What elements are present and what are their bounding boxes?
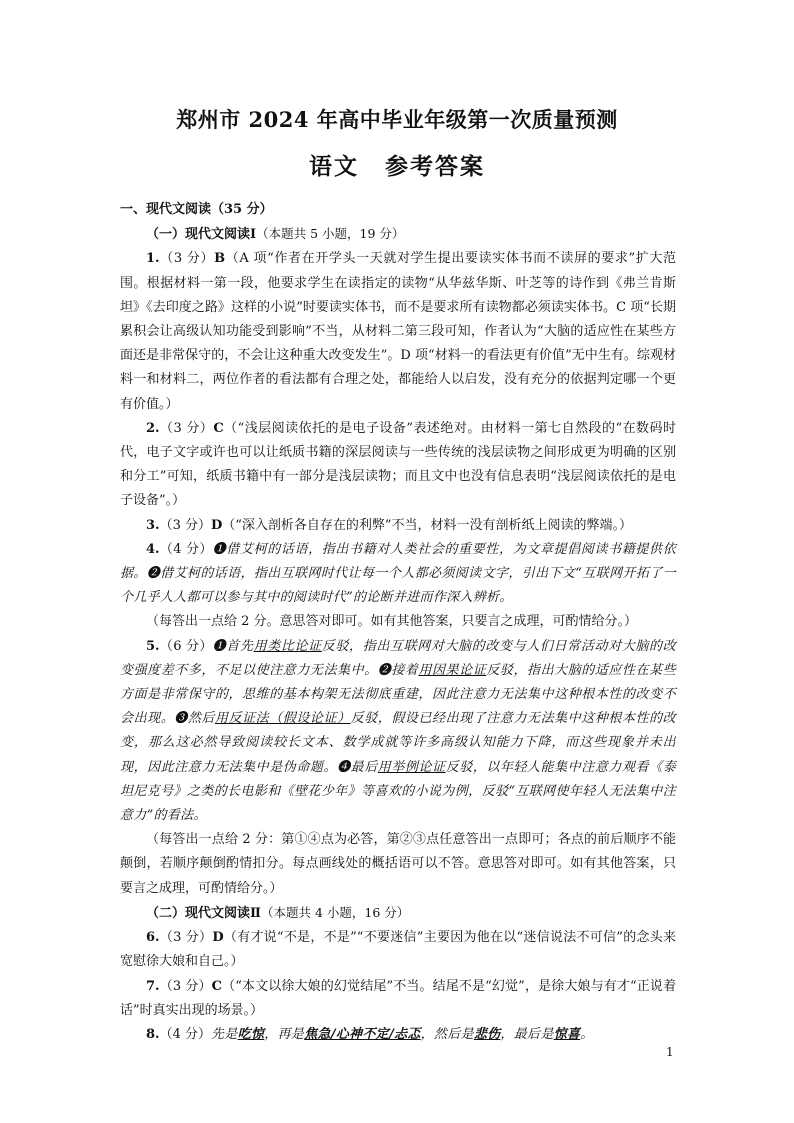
question-answer: D (212, 930, 224, 946)
q8-emotion-3: 悲伤 (473, 1026, 501, 1042)
question-score: （3 分） (159, 930, 213, 946)
subsection-label: （一）现代文阅读Ⅰ (146, 227, 257, 243)
grading-note-q4: （每答出一点给 2 分。意思答对即可。如有其他答案，只要言之成理，可酌情给分。） (146, 614, 638, 630)
q5-text-1: ❶首先 (212, 638, 254, 654)
question-number: 7. (146, 978, 160, 994)
answer-q1 (120, 247, 676, 416)
q8-text-3: ，然后是 (420, 1026, 474, 1042)
answer-q8 (120, 1023, 676, 1047)
answer-q4 (120, 538, 676, 611)
subtitle-answer: 参考答案 (385, 153, 485, 180)
subsection-note: （本题共 4 小题，16 分） (260, 904, 410, 920)
q8-emotion-2: 焦急/心神不定/忐忑 (304, 1026, 421, 1042)
page-subtitle (0, 148, 794, 181)
subsection-heading-1 (120, 222, 676, 247)
question-explanation: （有才说“不是，不是”“不要迷信”主要因为他在以“迷信说法不可信”的念头来宽慰徐大娘和自己。） (120, 930, 676, 970)
question-score: （6 分） (159, 638, 213, 654)
question-number: 1. (146, 251, 160, 267)
question-number: 6. (146, 930, 160, 946)
subtitle-subject: 语文 (309, 153, 359, 180)
answer-q5 (120, 635, 676, 829)
question-explanation: （A 项“作者在开学头一天就对学生提出要读实体书而不读屏的要求”扩大范围。根据材料一第一段，他要求学生在读指定的读物“从华兹华斯、叶芝等的诗作到《弗兰肯斯坦》《去印度之路》这样的小说”时要读实体书，而不是要求所有读物都必须读实体书。C 项“长期累积会让高级认知功能受到影响”不当，从材料二第三段可知，作者认为“大脑的适应性在某些方面还是非常保守的，不会让这种重大改变发生”。D 项“材料一的看法更有价值”无中生有。综观材料一和材料二，两位作者的看法都有合理之处，都能给人以启发，没有充分的依据判定哪一个更有价值。） (120, 251, 676, 412)
q5-method-3: 用反证法（假设论证） (214, 711, 351, 727)
question-score: （3 分） (159, 251, 215, 267)
question-number: 8. (146, 1026, 160, 1042)
question-score: （4 分） (159, 1026, 211, 1042)
answer-body (120, 198, 676, 1047)
page-title: 郑州市 2024 年高中毕业年级第一次质量预测 (176, 107, 618, 132)
question-score: （3 分） (159, 517, 211, 533)
q8-text-4: ，最后是 (500, 1026, 554, 1042)
question-answer: D (210, 517, 223, 533)
question-answer: C (213, 420, 224, 436)
question-answer: C (211, 978, 222, 994)
question-explanation: （“深入剖析各自存在的利弊”不当，材料一没有剖析纸上阅读的弊端。） (222, 517, 633, 533)
q5-text-4: 反驳，假设已经出现了注意力无法集中这种根本性的改变，那么这必然导致阅读较长文本、数学成就等许多高级认知能力下降，而这些现象并未出现，因此注意力无法集中是伪命题。❹最后 (120, 711, 676, 775)
question-score: （3 分） (159, 420, 214, 436)
q8-emotion-1: 吃惊 (237, 1026, 265, 1042)
section-heading: 一、现代文阅读（35 分） (120, 202, 273, 217)
question-number: 2. (146, 420, 160, 436)
subsection-heading-2 (120, 901, 676, 926)
page-number: 1 (666, 1045, 674, 1059)
q5-text-3: 反驳，指出大脑的适应性在某些方面是非常保守的，思维的基本构架无法彻底重建，因此注意力无法集中这种根本性的改变不会出现。❸然后 (120, 662, 676, 727)
question-number: 5. (146, 638, 160, 654)
subsection-note: （本题共 5 小题，19 分） (256, 226, 405, 242)
question-answer: B (214, 251, 226, 267)
question-explanation: （“浅层阅读依托的是电子设备”表述绝对。由材料一第七自然段的“在数码时代，电子文字或许也可以让纸质书籍的深层阅读与一些传统的浅层读物之间形成更为明确的区别和分工”可知，纸质书籍中有一部分是浅层读物；而且文中也没有信息表明“浅层阅读依托的是电子设备”。） (120, 420, 676, 509)
q5-text-5: 反驳，以年轻人能集中注意力观看《泰坦尼克号》之类的长电影和《壁花少年》等喜欢的小说为例，反驳“互联网使年轻人无法集中注意力”的看法。 (120, 759, 676, 824)
q5-method-2: 用因果论证 (418, 662, 487, 678)
subsection-label: （二）现代文阅读Ⅱ (146, 905, 261, 921)
question-number: 4. (146, 541, 160, 557)
grading-note-q5: （每答出一点给 2 分：第①④点为必答，第②③点任意答出一点即可；各点的前后顺序不能颠倒，若顺序颠倒酌情扣分。每点画线处的概括语可以不答。意思答对即可。如有其他答案，只要言之成理，可酌情给分。） (120, 832, 676, 896)
q5-method-1: 用类比论证 (253, 638, 322, 654)
answer-q7 (120, 975, 676, 1023)
q8-emotion-4: 惊喜 (553, 1026, 581, 1042)
question-explanation: ❶借艾柯的话语，指出书籍对人类社会的重要性，为文章提倡阅读书籍提供依据。❷借艾柯的话语，指出互联网时代让每一个人都必须阅读文字，引出下文“互联网开拓了一个几乎人人都可以参与其中的阅读时代”的论断并进而作深入辨析。 (120, 541, 676, 606)
q8-text-2: ，再是 (264, 1026, 305, 1042)
question-score: （4 分） (159, 541, 213, 557)
question-number: 3. (146, 517, 160, 533)
question-explanation: （“本文以徐大娘的幻觉结尾”不当。结尾不是“幻觉”，是徐大娘与有才“正说着话”时真实出现的场景。） (120, 978, 677, 1018)
answer-q3 (120, 514, 676, 538)
q5-text-2: 反驳，指出互联网对大脑的改变与人们日常活动对大脑的改变强度差不多，不足以使注意力无法集中。❷接着 (120, 638, 676, 678)
question-score: （3 分） (159, 978, 212, 994)
q8-text-1: 先是 (210, 1026, 238, 1042)
answer-q2 (120, 417, 676, 514)
q5-method-4: 用举例论证 (377, 759, 446, 775)
answer-q6 (120, 926, 676, 974)
q8-text-5: 。 (580, 1026, 594, 1042)
